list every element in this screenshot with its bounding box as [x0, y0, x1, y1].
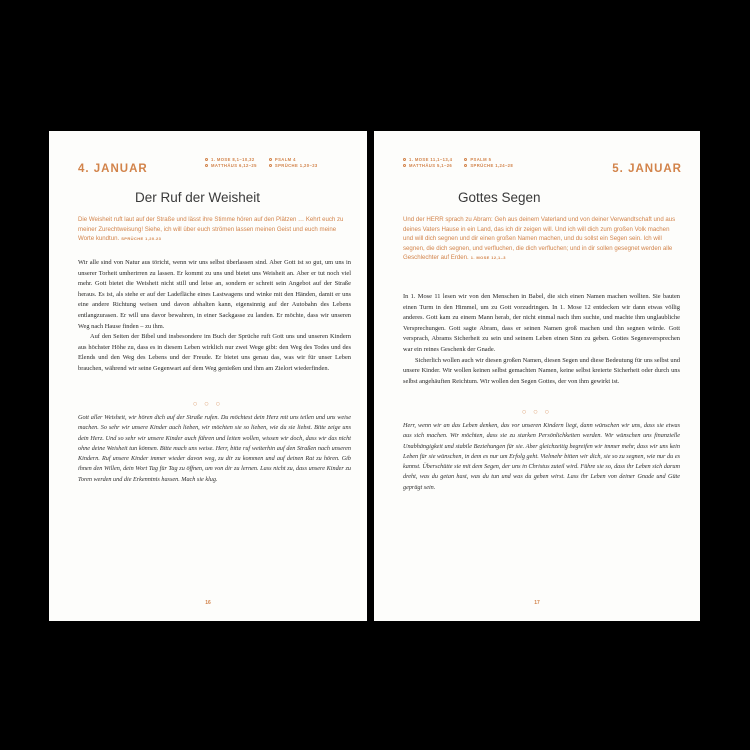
right-page-number: 17 — [534, 600, 540, 606]
right-date: 5. JANUAR — [612, 163, 682, 175]
left-title: Der Ruf der Weisheit — [135, 190, 261, 205]
left-date: 4. JANUAR — [78, 163, 148, 175]
circle-icon — [269, 164, 272, 167]
right-intro-verse: Und der HERR sprach zu Abram: Geh aus deinem Vaterland und von deiner Verwandtschaft und aus deines Vaters Hause in ein Land, das ich dir zeigen will. Und ich will dich zum großen Volk machen und will dich segnen und dir einen großen Namen machen, und du sollst ein Segen sein. Ich will segnen, die dich segnen, und verfluchen, die dich verfluchen; und in dir sollen gesegnet werden alle Geschlechter auf Erden. 1. MOSE 12,1–3 — [403, 216, 676, 261]
left-reading-refs — [205, 157, 318, 168]
right-reading-refs — [403, 157, 513, 168]
reading-ref: MATTHÄUS 5,1–26 — [403, 163, 452, 168]
right-header — [403, 157, 682, 179]
circle-icon — [464, 164, 467, 167]
right-body — [403, 292, 680, 387]
circle-icon — [205, 158, 208, 161]
circle-icon — [269, 158, 272, 161]
circle-icon — [205, 164, 208, 167]
right-page — [374, 131, 700, 621]
reading-ref: PSALM 4 — [269, 157, 318, 162]
circle-icon — [464, 158, 467, 161]
right-title: Gottes Segen — [458, 190, 541, 205]
ornament-circles: ○ ○ ○ — [193, 402, 223, 407]
left-page-number: 16 — [205, 600, 211, 606]
body-paragraph: In 1. Mose 11 lesen wir von den Menschen in Babel, die sich einen Namen machen wollten. Sie bauten einen Turm in den Himmel, um zu Gott vorzudringen. In 1. Mose 12 entdecken wir dann etwas völlig anderes. Gott kam zu einem Mann herab, der nicht einmal nach ihm suchte, und machte ihm unglaubliche Versprechungen. Gott sagte Abram, dass er seinen Namen groß machen und ihn segnen würde. Gott versprach, Abrams Sicherheit zu sein und seinem Leben einen Sinn zu geben. Gottes Segensversprechen war ein reines Geschenk der Gnade. — [403, 293, 680, 353]
reading-ref: PSALM 5 — [464, 157, 513, 162]
ornament-circles: ○ ○ ○ — [522, 410, 552, 415]
left-prayer: Gott aller Weisheit, wir hören dich auf der Straße rufen. Du möchtest dein Herz mit uns teilen und uns weise machen. So sehr wir unsere Kinder auch lieben, wir möchten sie so lieben, wie du sie liebst. Bitte zeige uns dein Herz. Und so sehr wir unsere Kinder auch führen und leiten wollen, wissen wir doch, dass wir das nicht ohne deine Weisheit tun können. Bitte mach uns weise. Herr, bitte ruf weiterhin auf den Straßen nach unseren Kindern. Ruf unsere Kinder immer wieder davon weg, zu dir zu kommen und auf deinen Rat zu hören. Gib ihnen den Willen, dein Wort Tag für Tag zu öffnen, um von dir zu lernen. Lass nicht zu, dass unsere Kinder zu Toren werden und die Erkenntnis hassen. Mach sie klug. — [78, 414, 351, 483]
circle-icon — [403, 158, 406, 161]
right-prayer: Herr, wenn wir an das Leben denken, das vor unseren Kindern liegt, dann wünschen wir uns, dass sie etwas aus sich machen. Wir möchten, dass sie zu starken Persönlichkeiten werden. Wir wünschen uns finanzielle Unabhängigkeit und stabile Beziehungen für sie. Aber gleichzeitig begreifen wir immer mehr, dass wir uns kein Leben für sie wünschen, in dem es nur um Erfolg geht. Vielmehr bitten wir dich, sie so zu segnen, wie nur du es kannst. Überschütte sie mit dem Segen, der uns in Christus zuteil wird. Führe sie so, dass ihr Leben sich darum dreht, was du getan hast, was du tun und was du geben wirst. Lass ihr Leben von deiner Gnade und Güte geprägt sein. — [403, 422, 680, 491]
intro-ref: SPRÜCHE 1,20.23 — [121, 236, 162, 241]
body-paragraph: Sicherlich wollen auch wir diesen großen Namen, diesen Segen und diese Bedeutung für uns selbst und unsere Kinder. Wir wollen keinen selbst gemachten Namen, keine selbst kreierte Sicherheit oder durch uns selbst angehäuften Reichtum. Wir wollen den Segen Gottes, der von ihm gewirkt ist. — [403, 356, 680, 385]
reading-ref: 1. MOSE 11,1–13,4 — [403, 157, 452, 162]
body-paragraph: Wir alle sind von Natur aus töricht, wenn wir uns selbst überlassen sind. Aber Gott ist so gut, um uns in unserer Torheit umherirren zu lassen. Er kommt zu uns und bietet uns Weisheit an. Aber er tut noch viel mehr. Gott bietet die Weisheit nicht still und leise an, sondern er schreit sein Angebot auf der Straße heraus. Es ist, als stehe er auf der Ladefläche eines Lastwagens und winke mit den Händen, damit er uns eine andere Richtung weisen und davon abhalten kann, eigensinnig auf der Autobahn des Lebens entlangzurasen. Er will uns davor bewahren, in einer Sackgasse zu landen. Er möchte, dass wir unseren Weg nach Hause finden – zu ihm. — [78, 259, 351, 330]
circle-icon — [403, 164, 406, 167]
reading-ref: SPRÜCHE 1,20–23 — [269, 163, 318, 168]
reading-ref: 1. MOSE 8,1–10,32 — [205, 157, 257, 162]
left-intro-verse: Die Weisheit ruft laut auf der Straße und lässt ihre Stimme hören auf den Plätzen … Kehrt euch zu meiner Zurechtweisung! Siehe, ich will über euch strömen lassen meinen Geist und euch meine Worte kundtun. SPRÜCHE 1,20.23 — [78, 216, 344, 242]
reading-ref: MATTHÄUS 6,12–25 — [205, 163, 257, 168]
reading-ref: SPRÜCHE 1,24–28 — [464, 163, 513, 168]
body-paragraph: Auf den Seiten der Bibel und insbesondere im Buch der Sprüche ruft Gott uns und unseren Kindern aus höchster Höhe zu, dass es in diesem Leben wirklich nur zwei Wege gibt: den Weg des Todes und des Elends und den Weg des Lebens und der Freude. Er bietet uns genau das, was wir für unser Leben brauchen, während wir seine Gegenwart auf dem Weg genießen und ihm am Zielort wiederfinden. — [78, 333, 351, 372]
left-header — [78, 157, 349, 179]
left-body — [78, 258, 351, 375]
intro-ref: 1. MOSE 12,1–3 — [470, 255, 506, 260]
left-page — [49, 131, 367, 621]
